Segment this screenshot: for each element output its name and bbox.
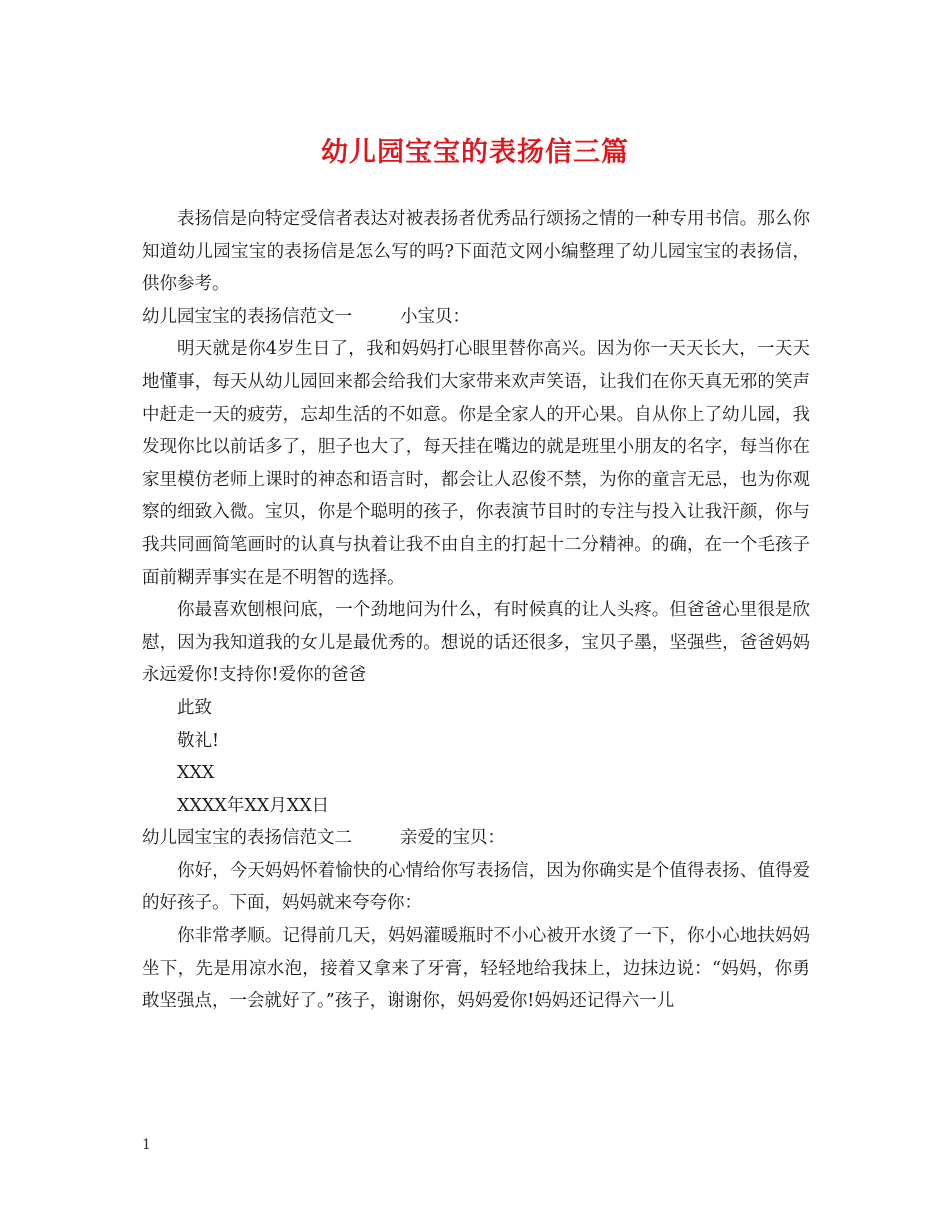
letter1-closing-2: 敬礼! <box>177 730 220 751</box>
letter1-heading: 幼儿园宝宝的表扬信范文一 <box>142 306 352 327</box>
intro-paragraph: 表扬信是向特定受信者表达对被表扬者优秀品行颂扬之情的一种专用书信。那么你知道幼儿园宝宝的表扬信是怎么写的吗?下面范文网小编整理了幼儿园宝宝的表扬信，供你参考。 <box>142 209 810 295</box>
letter1-date: XXXX年XX月XX日 <box>177 795 330 816</box>
page-number: 1 <box>142 1137 151 1153</box>
letter2-salutation: 亲爱的宝贝： <box>400 828 505 849</box>
letter1-paragraph-1: 明天就是你4岁生日了，我和妈妈打心眼里替你高兴。因为你一天天长大，一天天地懂事，每天从幼儿园回来都会给我们大家带来欢声笑语，让我们在你天真无邪的笑声中赶走一天的疲劳，忘却生活的不如意。你是全家人的开心果。自从你上了幼儿园，我发现你比以前话多了，胆子也大了，每天挂在嘴边的就是班里小朋友的名字，每当你在家里模仿老师上课时的神态和语言时，都会让人忍俊不禁，为你的童言无忌，也为你观察的细致入微。宝贝，你是个聪明的孩子，你表演节目时的专注与投入让我汗颜，你与我共同画简笔画时的认真与执着让我不由自主的打起十二分精神。的确，在一个毛孩子面前糊弄事实在是不明智的选择。 <box>142 339 810 588</box>
letter2-heading-line <box>142 822 810 855</box>
letter1-signature: XXX <box>177 763 215 784</box>
document-body <box>142 203 810 1018</box>
letter1-heading-line <box>142 301 810 334</box>
letter1-paragraph-2: 你最喜欢刨根问底，一个劲地问为什么，有时候真的让人头疼。但爸爸心里很是欣慰，因为我知道我的女儿是最优秀的。想说的话还很多，宝贝子墨，坚强些，爸爸妈妈永远爱你!支持你!爱你的爸爸 <box>142 600 810 686</box>
document-title: 幼儿园宝宝的表扬信三篇 <box>321 137 629 168</box>
letter2-paragraph-2: 你非常孝顺。记得前几天，妈妈灌暖瓶时不小心被开水烫了一下，你小心地扶妈妈坐下，先是用凉水泡，接着又拿来了牙膏，轻轻地给我抹上，边抹边说：“妈妈，你勇敢坚强点，一会就好了。”孩子，谢谢你，妈妈爱你!妈妈还记得六一儿 <box>142 926 810 1012</box>
letter1-closing-1: 此致 <box>177 697 212 718</box>
letter2-heading: 幼儿园宝宝的表扬信范文二 <box>142 828 352 849</box>
letter1-salutation: 小宝贝： <box>400 306 470 327</box>
letter2-paragraph-1: 你好，今天妈妈怀着愉快的心情给你写表扬信，因为你确实是个值得表扬、值得爱的好孩子。下面，妈妈就来夸夸你： <box>142 860 810 914</box>
